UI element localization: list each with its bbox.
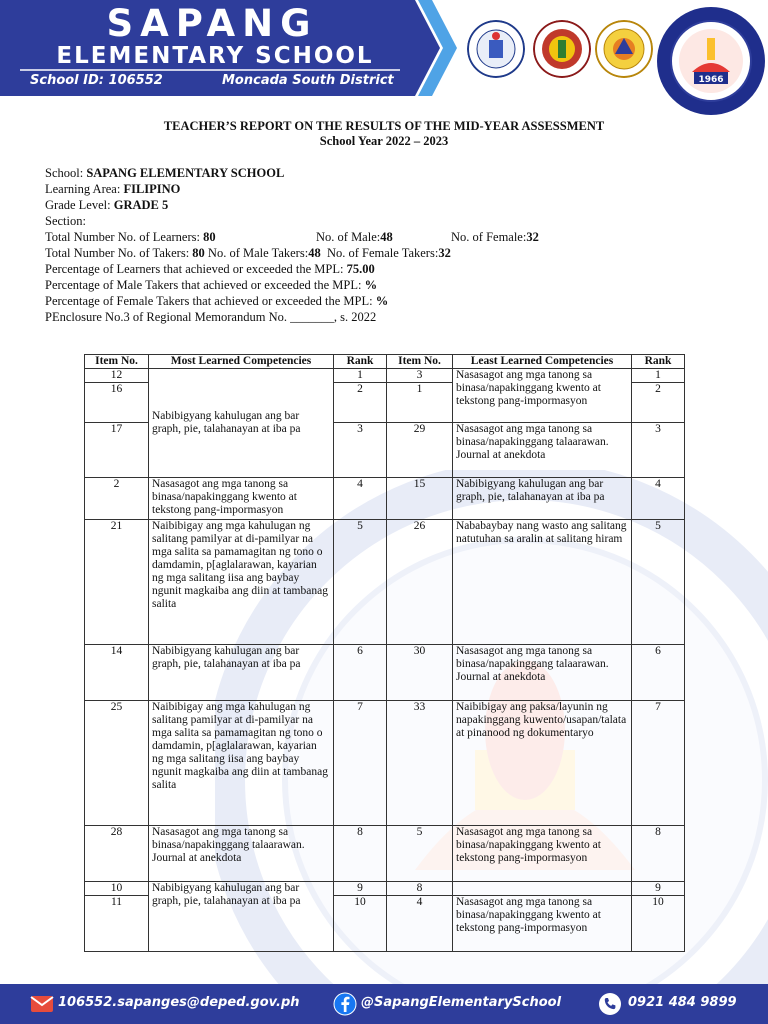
- least-rank: 2: [632, 383, 685, 423]
- info-label: Total Number No. of Learners:: [45, 230, 200, 244]
- header-rank: Rank: [632, 355, 685, 369]
- header-item-no: Item No.: [387, 355, 453, 369]
- most-item: 14: [85, 645, 149, 701]
- division-seal-icon: [533, 20, 591, 78]
- phone-icon: [598, 992, 622, 1016]
- info-section: [45, 213, 451, 229]
- least-rank: 7: [632, 701, 685, 826]
- header-most-learned: Most Learned Competencies: [149, 355, 334, 369]
- table-row: [85, 826, 685, 882]
- info-label: Total Number No. of Takers:: [45, 246, 190, 260]
- least-rank: 1: [632, 369, 685, 383]
- least-item: 30: [387, 645, 453, 701]
- most-item: 16: [85, 383, 149, 423]
- deped-seal-icon: [467, 20, 525, 78]
- competencies-table: [84, 354, 685, 952]
- table-row: [85, 478, 685, 520]
- info-value: SAPANG ELEMENTARY SCHOOL: [86, 166, 285, 180]
- info-value: GRADE 5: [113, 198, 169, 212]
- most-rank: 9: [334, 882, 387, 896]
- region-seal-icon: [595, 20, 653, 78]
- facebook-icon: [333, 992, 357, 1016]
- most-rank: 3: [334, 423, 387, 478]
- most-rank: 4: [334, 478, 387, 520]
- least-rank: 10: [632, 896, 685, 952]
- most-item: 25: [85, 701, 149, 826]
- contact-footer: [0, 984, 768, 1024]
- most-item: 2: [85, 478, 149, 520]
- info-value: 75.00: [346, 262, 375, 276]
- least-item: 29: [387, 423, 453, 478]
- table-row: [85, 645, 685, 701]
- most-competency: Nabibigyang kahulugan ang bar graph, pie, talahanayan at iba pa: [149, 369, 334, 478]
- school-name-word2: ELEMENTARY SCHOOL: [56, 43, 374, 69]
- least-rank: 5: [632, 520, 685, 645]
- least-rank: 8: [632, 826, 685, 882]
- most-competency: Nabibigyang kahulugan ang bar graph, pie, talahanayan at iba pa: [149, 882, 334, 952]
- letterhead: [0, 0, 768, 112]
- info-value: %: [364, 278, 378, 292]
- info-label: Percentage of Male Takers that achieved or exceeded the MPL:: [45, 278, 362, 292]
- least-item: 26: [387, 520, 453, 645]
- least-item: 4: [387, 896, 453, 952]
- info-label: Percentage of Female Takers that achieved or exceeded the MPL:: [45, 294, 373, 308]
- most-item: 17: [85, 423, 149, 478]
- most-competency: Nasasagot ang mga tanong sa binasa/napakinggang talaarawan. Journal at anekdota: [149, 826, 334, 882]
- least-competency: Nababaybay nang wasto ang salitang natutuhan sa aralin at salitang hiram: [453, 520, 632, 645]
- info-pct-male: [45, 277, 451, 293]
- least-item: 5: [387, 826, 453, 882]
- school-id: School ID: 106552: [30, 73, 163, 88]
- info-label: No. of Male Takers:: [207, 246, 309, 260]
- info-label: Learning Area:: [45, 182, 121, 196]
- least-rank: 4: [632, 478, 685, 520]
- table-row: [85, 701, 685, 826]
- info-value: %: [375, 294, 389, 308]
- most-rank: 5: [334, 520, 387, 645]
- info-label: No. of Male:: [316, 230, 381, 244]
- most-competency: Nabibigyang kahulugan ang bar graph, pie, talahanayan at iba pa: [149, 645, 334, 701]
- least-item: 33: [387, 701, 453, 826]
- enclosure-text: PEnclosure No.3 of Regional Memorandum No. _______, s. 2022: [45, 310, 377, 324]
- least-competency: Nasasagot ang mga tanong sa binasa/napakinggang kwento at tekstong pang-impormasyon: [453, 896, 632, 952]
- most-rank: 8: [334, 826, 387, 882]
- learners-count: [45, 229, 216, 245]
- info-label: Percentage of Learners that achieved or exceeded the MPL:: [45, 262, 344, 276]
- school-seal-year: 1966: [698, 75, 724, 85]
- info-value: 48: [380, 230, 393, 244]
- info-learning-area: [45, 181, 451, 197]
- female-count: [451, 229, 539, 245]
- least-rank: 9: [632, 882, 685, 896]
- most-item: 10: [85, 882, 149, 896]
- table-row: [85, 369, 685, 383]
- most-item: 11: [85, 896, 149, 952]
- info-value: 48: [308, 246, 321, 260]
- most-competency: Naibibigay ang mga kahulugan ng salitang pamilyar at di-pamilyar na mga salita sa pamamagitan ng tono o damdamin, p[aglalarawan, kayarian ng mga salitang iisa ang baybay ngunit magkaiba ang diin at tambanag salita: [149, 701, 334, 826]
- least-competency: Naibibigay ang paksa/layunin ng napakinggang kuwento/usapan/talata at pinanood ng dokumentaryo: [453, 701, 632, 826]
- info-takers: [45, 245, 451, 261]
- most-item: 12: [85, 369, 149, 383]
- least-item: 3: [387, 369, 453, 383]
- info-learners: [45, 229, 539, 245]
- contact-phone[interactable]: 0921 484 9899: [628, 995, 737, 1010]
- most-rank: 2: [334, 383, 387, 423]
- most-rank: 1: [334, 369, 387, 383]
- info-value: 80: [192, 246, 205, 260]
- contact-email[interactable]: 106552.sapanges@deped.gov.ph: [58, 995, 300, 1010]
- least-competency: Nasasagot ang mga tanong sa binasa/napakinggang talaarawan. Journal at anekdota: [453, 423, 632, 478]
- least-competency: Nasasagot ang mga tanong sa binasa/napakinggang kwento at tekstong pang-impormasyon: [453, 826, 632, 882]
- info-grade-level: [45, 197, 451, 213]
- info-label: Section:: [45, 214, 86, 228]
- header-rank: Rank: [334, 355, 387, 369]
- least-competency: [453, 882, 632, 896]
- least-item: 1: [387, 383, 453, 423]
- table-row: [85, 882, 685, 896]
- school-seal-icon: [656, 6, 766, 116]
- info-label: School:: [45, 166, 84, 180]
- most-item: 21: [85, 520, 149, 645]
- school-year: School Year 2022 – 2023: [319, 134, 449, 148]
- info-label: No. of Female Takers:: [326, 246, 439, 260]
- male-count: [316, 229, 393, 245]
- least-competency: Nasasagot ang mga tanong sa binasa/napakinggang kwento at tekstong pang-impormasyon: [453, 369, 632, 423]
- info-pct-learners: [45, 261, 451, 277]
- least-item: 15: [387, 478, 453, 520]
- info-value: 80: [203, 230, 216, 244]
- district-name: Moncada South District: [222, 73, 394, 88]
- most-competency: Naibibigay ang mga kahulugan ng salitang pamilyar at di-pamilyar na mga salita sa pamamagitan ng tono o damdamin, p[aglalarawan, kayarian ng mga salitang iisa ang baybay ngunit magkaiba ang diin at tambanag salita: [149, 520, 334, 645]
- school-name-word1: SAPANG: [106, 2, 318, 45]
- info-label: Grade Level:: [45, 198, 111, 212]
- most-item: 28: [85, 826, 149, 882]
- info-value: 32: [526, 230, 539, 244]
- least-rank: 3: [632, 423, 685, 478]
- table-header-row: [85, 355, 685, 369]
- table-row: [85, 520, 685, 645]
- most-rank: 6: [334, 645, 387, 701]
- header-least-learned: Least Learned Competencies: [453, 355, 632, 369]
- report-title: TEACHER’S REPORT ON THE RESULTS OF THE MID-YEAR ASSESSMENT: [163, 119, 605, 133]
- mail-icon: [30, 992, 54, 1016]
- least-competency: Nabibigyang kahulugan ang bar graph, pie, talahanayan at iba pa: [453, 478, 632, 520]
- school-banner: [0, 0, 460, 96]
- most-rank: 10: [334, 896, 387, 952]
- info-enclosure: [45, 309, 451, 325]
- least-rank: 6: [632, 645, 685, 701]
- info-value: 32: [438, 246, 451, 260]
- report-info: [45, 165, 539, 325]
- least-competency: Nasasagot ang mga tanong sa binasa/napakinggang talaarawan. Journal at anekdota: [453, 645, 632, 701]
- info-pct-female: [45, 293, 451, 309]
- info-school: [45, 165, 451, 181]
- info-label: No. of Female:: [451, 230, 527, 244]
- most-rank: 7: [334, 701, 387, 826]
- contact-facebook[interactable]: @SapangElementarySchool: [361, 995, 562, 1010]
- header-item-no: Item No.: [85, 355, 149, 369]
- most-competency: Nasasagot ang mga tanong sa binasa/napakinggang kwento at tekstong pang-impormasyon: [149, 478, 334, 520]
- least-item: 8: [387, 882, 453, 896]
- info-value: FILIPINO: [123, 182, 181, 196]
